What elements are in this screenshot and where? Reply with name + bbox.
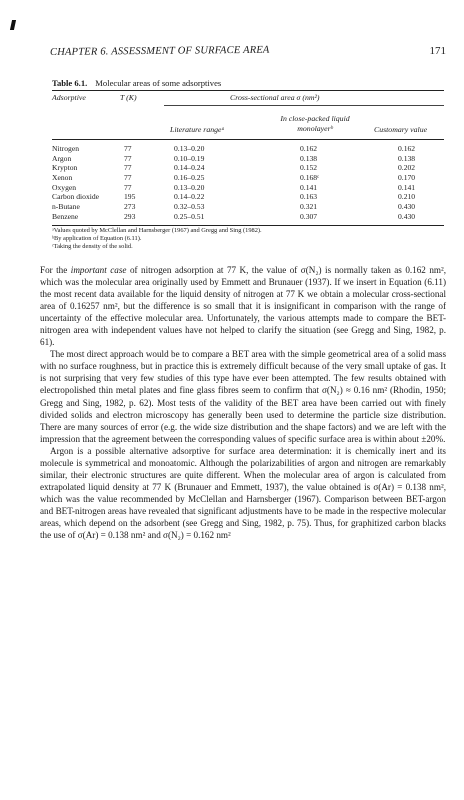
cell-literature-range: 0.14–0.24 <box>174 163 205 173</box>
cell-customary-value: 0.170 <box>398 173 416 183</box>
running-head <box>49 44 446 61</box>
cell-temperature: 77 <box>124 182 132 192</box>
paragraph-rest: of nitrogen adsorption at 77 K, the value of σ(N₂) is normally taken as 0.162 nm², which was the molecular area originally used by Emmett and Brunauer (1937). If we insert in Equation (6.11) the most recent data available for the liquid density of nitrogen at 77 K we obtain a molecular cross-sectional area of 0.16257 nm², but the difference is so small that it is insignificant in comparison with the range of uncertainty of the effective molecular area. Unfortunately, the various attempts made to compare the BET-nitrogen area with independent values have not helped to clarify the situation (see Gregg and Sing, 1982, p. 61). <box>40 265 447 348</box>
cell-literature-range: 0.14–0.22 <box>174 192 205 202</box>
table-6-1 <box>52 78 444 251</box>
header-temperature: T (K) <box>120 93 137 102</box>
cell-customary-value: 0.202 <box>398 163 416 173</box>
cell-adsorptive: Carbon dioxide <box>52 192 100 202</box>
cell-liquid-monolayer: 0.138 <box>300 153 318 163</box>
table-row <box>52 183 444 193</box>
header-adsorptive: Adsorptive <box>52 93 86 102</box>
cell-customary-value: 0.210 <box>398 192 416 202</box>
corner-mark <box>10 20 16 30</box>
table-caption <box>52 78 444 90</box>
cell-customary-value: 0.138 <box>398 153 416 163</box>
header-sub-rule <box>164 105 444 106</box>
table-row <box>52 173 444 183</box>
cell-adsorptive: n-Butane <box>52 202 80 212</box>
header-literature-range: Literature rangeᵃ <box>170 125 225 134</box>
cell-literature-range: 0.16–0.25 <box>174 173 205 183</box>
footnote: ᵃValues quoted by McClellan and Harnsberger (1967) and Gregg and Sing (1982). <box>52 226 262 234</box>
cell-adsorptive: Benzene <box>52 211 79 221</box>
table-row <box>52 202 444 212</box>
table-body <box>52 140 444 225</box>
cell-literature-range: 0.13–0.20 <box>174 182 205 192</box>
page-number: 171 <box>429 45 446 57</box>
header-customary-value: Customary value <box>374 125 428 134</box>
cell-adsorptive: Krypton <box>52 163 78 173</box>
cell-liquid-monolayer: 0.152 <box>300 163 318 173</box>
cell-adsorptive: Nitrogen <box>52 144 79 153</box>
table-row <box>52 192 444 202</box>
cell-temperature: 195 <box>124 192 136 202</box>
table-caption-text: Molecular areas of some adsorptives <box>95 78 222 88</box>
cell-liquid-monolayer: 0.321 <box>300 202 318 212</box>
cell-temperature: 77 <box>124 153 132 163</box>
cell-adsorptive: Argon <box>52 153 72 163</box>
cell-temperature: 77 <box>124 163 132 173</box>
table-row <box>52 212 444 222</box>
cell-liquid-monolayer: 0.163 <box>300 192 318 202</box>
cell-literature-range: 0.13–0.20 <box>174 144 205 153</box>
cell-temperature: 77 <box>124 173 132 183</box>
cell-temperature: 77 <box>124 144 132 153</box>
body-text <box>40 264 446 541</box>
paragraph-emphasis: important case <box>70 265 127 275</box>
chapter-title: CHAPTER 6. ASSESSMENT OF SURFACE AREA <box>49 44 270 58</box>
cell-customary-value: 0.141 <box>398 182 416 192</box>
cell-liquid-monolayer: 0.307 <box>300 211 318 221</box>
table-row <box>52 154 444 164</box>
paragraph-lead: For the <box>40 265 71 275</box>
cell-temperature: 293 <box>124 211 136 221</box>
header-liquid-monolayer: In close-packed liquid monolayerᵇ <box>280 114 350 133</box>
cell-temperature: 273 <box>124 202 136 212</box>
paragraph: The most direct approach would be to compare a BET area with the simple geometrical area of a solid mass with no surface roughness, but in practice this is extremely difficult because of the very small uptake of gas. It is not surprising that very few studies of this type have ever been attempted. The few results obtained with electropolished thin metal plates and fine glass fibres seem to confirm that σ(N₂) ≈ 0.16 nm² (Rhodin, 1950; Gregg and Sing, 1982, p. 62). Most tests of the validity of the BET area have been carried out with finely divided solids and electron microscopy has generally been used to determine the particle size distribution. There are many sources of error (e.g. the wide size distribution and the shape factors) and we are left with the impression that the agreement between the corresponding values of specific surface area is within about ±20%. <box>40 349 446 444</box>
paragraph: Argon is a possible alternative adsorptive for surface area determination: it is chemically inert and its molecule is symmetrical and monoatomic. Although the polarizabilities of argon and nitrogen are remarkably similar, their electronic structures are quite different. When the molecular area of argon is calculated from extrapolated liquid density at 77 K (Brunauer and Emmett, 1937), the value obtained is σ(Ar) = 0.138 nm², which was the value recommended by McClellan and Harnsberger (1967). Comparison between BET-argon and BET-nitrogen areas have revealed that significant adjustments have to be made in the respective molecular areas, which depend on the adsorbent (see Gregg and Sing, 1982, p. 75). Thus, for graphitized carbon blacks the use of σ(Ar) = 0.138 nm² and σ(N₂) = 0.162 nm² <box>40 445 446 541</box>
cell-customary-value: 0.430 <box>398 211 416 221</box>
cell-adsorptive: Xenon <box>52 173 73 183</box>
header-cross-section: Cross-sectional area σ (nm²) <box>230 93 320 102</box>
footnote: ᶜTaking the density of the solid. <box>52 242 133 250</box>
cell-customary-value: 0.162 <box>398 144 416 153</box>
table-label: Table 6.1. <box>52 78 88 88</box>
cell-customary-value: 0.430 <box>398 202 416 212</box>
paragraph <box>40 264 446 348</box>
table-row <box>52 144 444 154</box>
cell-liquid-monolayer: 0.162 <box>300 144 318 153</box>
cell-literature-range: 0.25–0.51 <box>174 211 205 221</box>
footnote: ᵇBy application of Equation (6.11). <box>52 234 142 242</box>
cell-literature-range: 0.10–0.19 <box>174 153 205 163</box>
cell-liquid-monolayer: 0.141 <box>300 182 318 192</box>
cell-adsorptive: Oxygen <box>52 182 77 192</box>
cell-liquid-monolayer: 0.168ᶜ <box>300 173 320 183</box>
table-footnotes <box>52 226 444 252</box>
table-header <box>52 91 444 139</box>
cell-literature-range: 0.32–0.53 <box>174 202 205 212</box>
table-row <box>52 163 444 173</box>
